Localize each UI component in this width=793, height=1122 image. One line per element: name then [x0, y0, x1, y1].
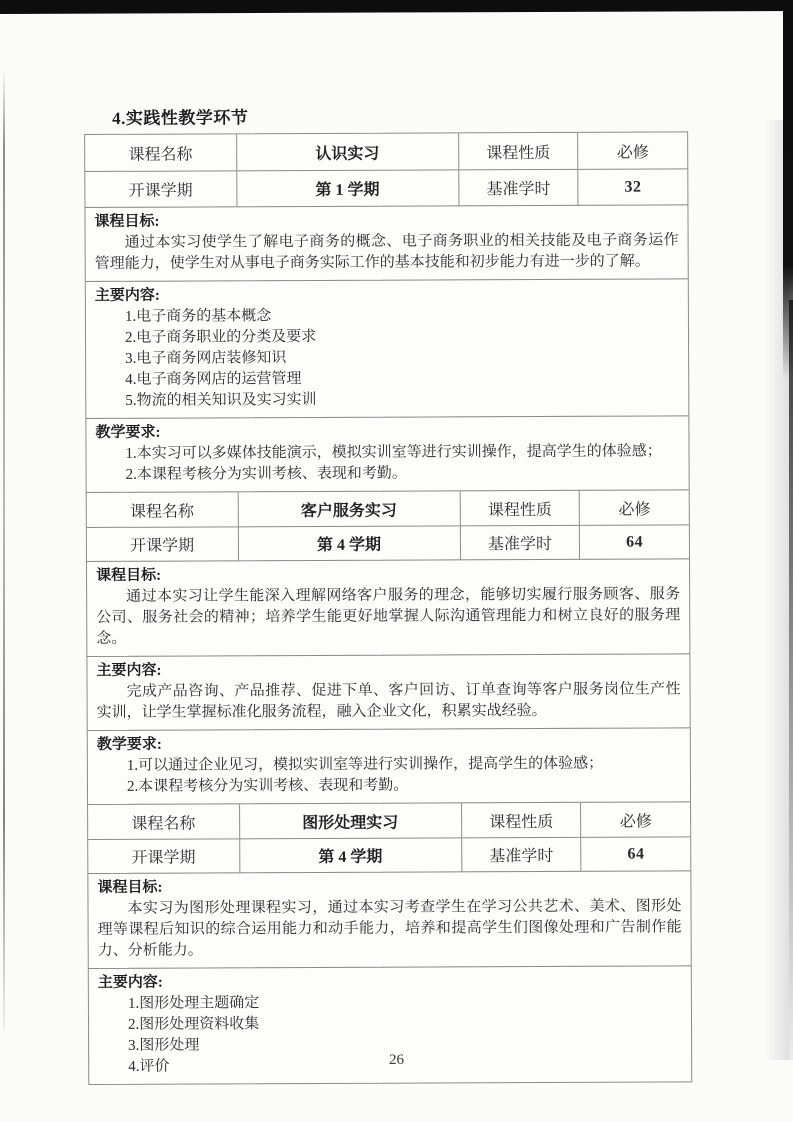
course-1-requirement-item: 1.本实习可以多媒体技能演示，模拟实训室等进行实训操作，提高学生的体验感； — [125, 443, 662, 462]
scan-top-black-band — [0, 0, 793, 14]
objectives-label: 课程目标: — [96, 567, 162, 584]
course-1-content-section — [85, 278, 690, 419]
course-2-requirement-item: 2.本课程考核分为实训考核、表现和考勤。 — [126, 777, 409, 795]
course-3-semester-value: 第 4 学期 — [239, 837, 461, 872]
objectives-label: 课程目标: — [94, 213, 160, 230]
course-3-nature-value: 必修 — [580, 802, 690, 836]
course-3-hours-value: 64 — [581, 836, 691, 870]
course-1-requirements-section — [85, 415, 689, 493]
scan-right-edge-line — [789, 300, 793, 1060]
course-2-requirements-section — [87, 727, 691, 805]
course-1-content-item: 4.电子商务网店的运营管理 — [125, 371, 302, 388]
course-2-nature-value: 必修 — [579, 490, 689, 524]
semester-label: 开课学期 — [85, 170, 236, 207]
course-1-semester-value: 第 1 学期 — [236, 169, 458, 206]
course-2-objectives-section — [86, 558, 690, 657]
hours-label: 基准学时 — [458, 169, 578, 206]
course-3-content-item: 4.评价 — [128, 1058, 170, 1075]
course-nature-label: 课程性质 — [461, 803, 581, 838]
course-2-name-value: 客户服务实习 — [237, 491, 459, 526]
requirements-label: 教学要求: — [96, 736, 162, 753]
course-1-nature-value: 必修 — [577, 132, 687, 168]
course-3-content-item: 2.图形处理资料收集 — [127, 1016, 260, 1033]
page-number: 26 — [389, 1052, 404, 1068]
course-name-label: 课程名称 — [128, 146, 193, 164]
course-2-header-table — [86, 489, 690, 562]
scan-left-edge-line — [3, 70, 5, 1030]
semester-label: 开课学期 — [88, 838, 239, 873]
hours-label: 基准学时 — [461, 837, 581, 872]
course-2-objectives-text: 通过本实习让学生能深入理解网络客户服务的理念，能够切实履行服务顾客、服务公司、服务社会的精神；培养学生能更好地掌握人际沟通管理能力和树立良好的服务理念。 — [96, 586, 681, 647]
course-1-content-item: 3.电子商务网店装修知识 — [125, 350, 287, 367]
content-label: 主要内容: — [94, 287, 160, 304]
course-3-content-item: 3.图形处理 — [128, 1037, 200, 1054]
hours-label: 基准学时 — [460, 525, 580, 560]
course-1-requirement-item: 2.本课程考核分为实训考核、表现和考勤。 — [125, 465, 407, 483]
course-1-hours-value: 32 — [578, 168, 688, 204]
semester-label: 开课学期 — [87, 526, 238, 561]
course-3-header-table — [87, 801, 691, 874]
course-1-objectives-text: 通过本实习使学生了解电子商务的概念、电子商务职业的相关技能及电子商务运作管理能力，使学生对从事电子商务实际工作的基本技能和初步能力有进一步的了解。 — [94, 232, 679, 272]
course-2-content-text: 完成产品咨询、产品推荐、促进下单、客户回访、订单查询等客户服务岗位生产性实训，让学生掌握标准化服务流程，融入企业文化，积累实战经验。 — [96, 681, 681, 721]
course-1-objectives-section — [84, 204, 688, 282]
course-2-hours-value: 64 — [579, 524, 689, 558]
course-name-label: 课程名称 — [131, 815, 196, 833]
course-name-label: 课程名称 — [129, 503, 195, 521]
content-label: 主要内容: — [96, 662, 162, 679]
requirements-label: 教学要求: — [95, 424, 161, 441]
course-1-content-item: 2.电子商务职业的分类及要求 — [124, 328, 317, 346]
objectives-label: 课程目标: — [97, 879, 163, 896]
course-3-content-item: 1.图形处理主题确定 — [127, 995, 260, 1012]
course-2-content-section — [86, 653, 690, 731]
content-label: 主要内容: — [97, 974, 163, 991]
course-3-objectives-section — [87, 870, 691, 969]
section-heading: 4.实践性教学环节 — [112, 108, 249, 128]
course-1-content-item: 5.物流的相关知识及实习实训 — [125, 391, 317, 409]
course-3-objectives-text: 本实习为图形处理课程实习，通过本实习考查学生在学习公共艺术、美术、图形处理等课程后知识的综合运用能力和动手能力，培养和提高学生们图像处理和广告制作能力、分析能力。 — [97, 898, 682, 959]
course-nature-label: 课程性质 — [459, 491, 579, 526]
course-2-semester-value: 第 4 学期 — [237, 525, 459, 560]
course-1-header-table — [84, 131, 688, 208]
course-2-requirement-item: 1.可以通过企业见习，模拟实训室等进行实训操作，提高学生的体验感； — [126, 755, 604, 774]
course-3-name-value: 图形处理实习 — [239, 803, 461, 838]
course-nature-label: 课程性质 — [458, 133, 578, 170]
course-1-content-item: 1.电子商务的基本概念 — [124, 308, 272, 325]
document-sheet — [84, 101, 692, 1085]
course-1-name-value: 认识实习 — [236, 133, 458, 170]
